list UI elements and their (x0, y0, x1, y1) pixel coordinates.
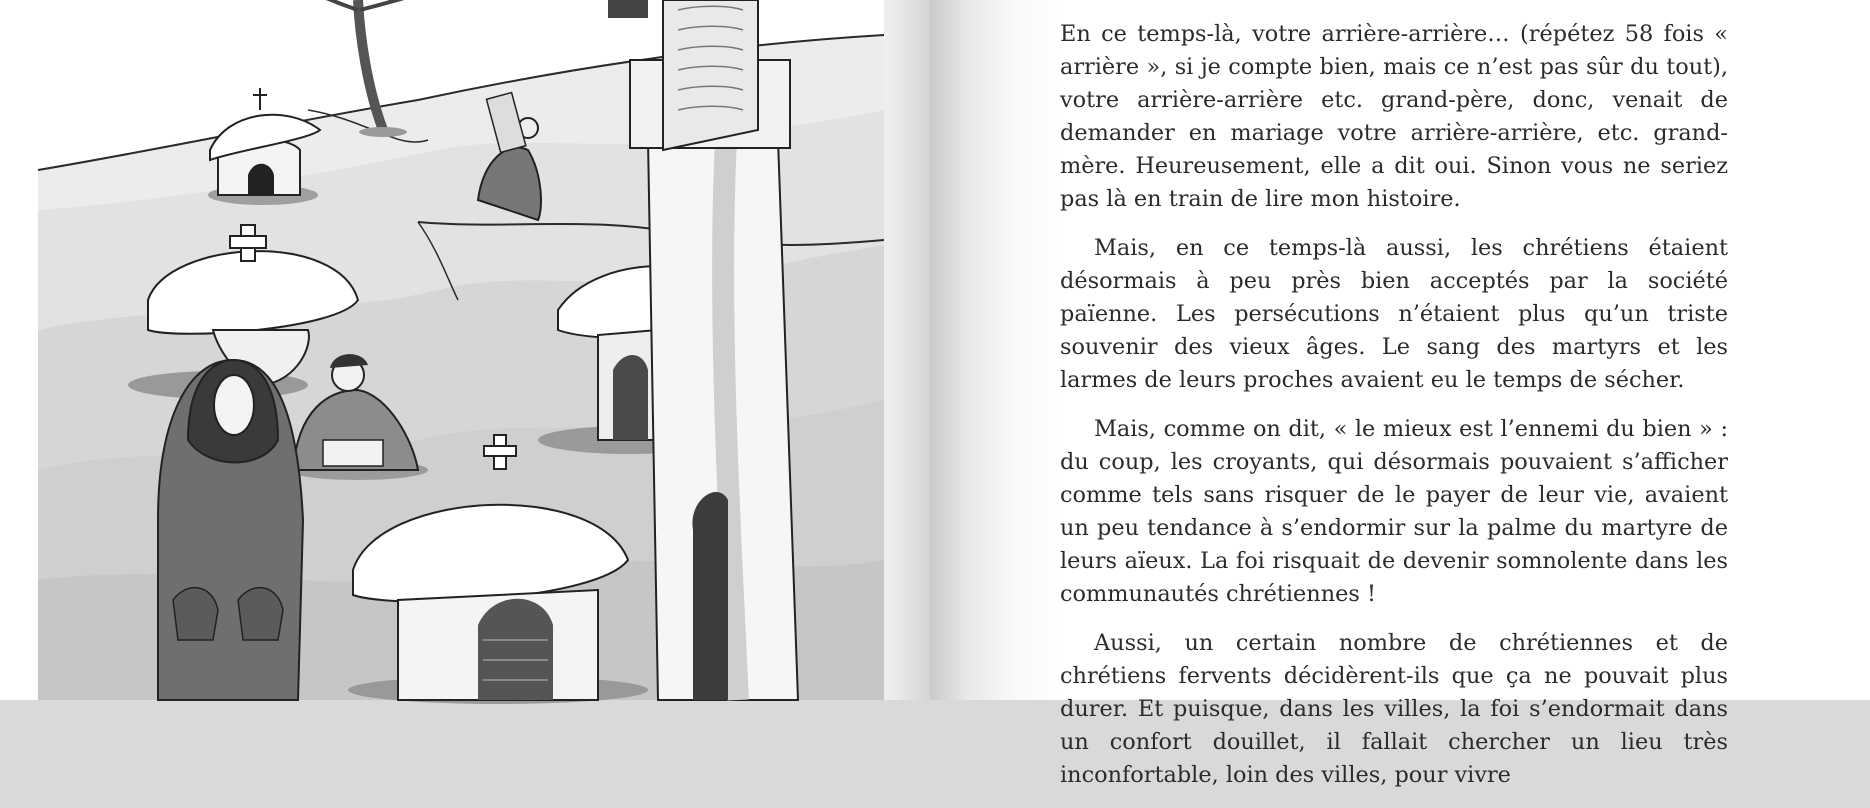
body-text (1060, 18, 1728, 808)
paragraph-3: Mais, comme on dit, « le mieux est l’ennemi du bien » : du coup, les croyants, qui désormais pouvaient s’afficher comme tels sans risquer de le payer de leur vie, avaient un peu tendance à s’endormir sur la palme du martyre de leurs aïeux. La foi risquait de devenir somnolente dans les communautés chrétiennes ! (1060, 416, 1728, 607)
paragraph-1: En ce temps-là, votre arrière-arrière… (répétez 58 fois « arrière », si je compte bien, mais ce n’est pas sûr du tout), votre arrière-arrière etc. grand-père, donc, venait de demander en mariage votre arrière-arrière, etc. grand-mère. Heureusement, elle a dit oui. Sinon vous ne seriez pas là en train de lire mon histoire. (1060, 21, 1728, 212)
left-page (0, 0, 930, 700)
right-page (930, 0, 1870, 788)
desert-hermits-illustration (38, 0, 884, 700)
paragraph-2: Mais, en ce temps-là aussi, les chrétiens étaient désormais à peu près bien acceptés par la société païenne. Les persécutions n’étaient plus qu’un triste souvenir des vieux âges. Le sang des martyrs et les larmes de leurs proches avaient eu le temps de sécher. (1060, 235, 1728, 393)
paragraph-4: Aussi, un certain nombre de chrétiennes et de chrétiens fervents décidèrent-ils que ça ne pouvait plus durer. Et puisque, dans les villes, la foi s’endormait dans un confort douillet, il fallait chercher un lieu très inconfortable, loin des villes, pour vivre (1060, 630, 1728, 788)
